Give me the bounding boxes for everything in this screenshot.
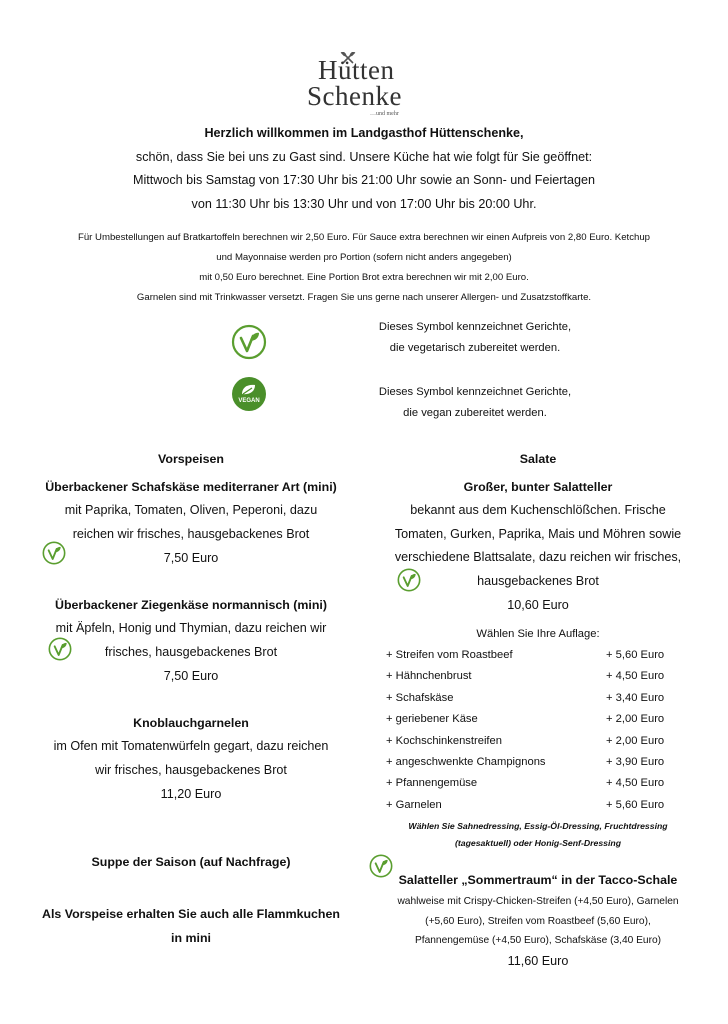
toppings-title: Wählen Sie Ihre Auflage: — [476, 628, 600, 640]
notes-line-2: und Mayonnaise werden pro Portion (sofern nicht anders angegeben) — [216, 252, 512, 263]
topping-price: + 5,60 Euro — [606, 649, 665, 661]
dish-title: Großer, bunter Salatteller — [463, 480, 613, 494]
dish-price: 7,50 Euro — [163, 551, 219, 565]
dish-description-line: mit Äpfeln, Honig und Thymian, dazu reichen wir — [55, 621, 327, 635]
dish-description-line: Pfannengemüse (+4,50 Euro), Schafskäse (3,40 Euro) — [414, 935, 662, 947]
topping-price: + 4,50 Euro — [606, 670, 665, 683]
legend-vegetarian-line-1: Dieses Symbol kennzeichnet Gerichte, — [378, 321, 572, 333]
dish-title: Überbackener Ziegenkäse normannisch (mini) — [55, 598, 327, 612]
vegetarian-icon — [231, 324, 267, 360]
legend-vegetarian — [330, 317, 620, 358]
logo-line-1: Hütten — [318, 55, 395, 85]
dish-title: Überbackener Schafskäse mediterraner Art (mini) — [45, 480, 337, 494]
dish-description-line: bekannt aus dem Kuchenschlößchen. Frische — [410, 503, 666, 517]
starters-heading: Vorspeisen — [158, 452, 224, 466]
topping-row — [386, 670, 686, 691]
notes-line-1: Für Umbestellungen auf Bratkartoffeln berechnen wir 2,50 Euro. Für Sauce extra berechnen wir einen Aufpreis von 2,80 Euro. Ketchup — [77, 232, 651, 243]
topping-price: + 4,50 Euro — [606, 777, 665, 790]
dish-description-line: reichen wir frisches, hausgebackenes Brot — [72, 526, 310, 541]
dressing-note — [378, 818, 698, 852]
dish-description — [378, 499, 698, 594]
flammkuchen-note-line: in mini — [171, 930, 211, 945]
topping-name: + Streifen vom Roastbeef — [386, 649, 513, 661]
legend-vegan-line-1: Dieses Symbol kennzeichnet Gerichte, — [378, 386, 572, 398]
logo-tagline: …und mehr — [370, 111, 399, 117]
topping-row — [386, 756, 686, 777]
dish-description-line: frisches, hausgebackenes Brot — [104, 644, 278, 659]
salads-heading: Salate — [519, 452, 557, 466]
intro — [0, 122, 728, 216]
topping-price: + 3,40 Euro — [606, 691, 665, 704]
topping-price: + 5,60 Euro — [606, 798, 665, 811]
dish-title: Knoblauchgarnelen — [133, 716, 249, 730]
legend-vegan — [330, 382, 620, 423]
dish-price: 7,50 Euro — [163, 669, 219, 683]
topping-name: + Hähnchenbrust — [386, 670, 472, 683]
flammkuchen-note-line: Als Vorspeise erhalten Sie auch alle Flammkuchen — [42, 907, 340, 921]
topping-price: + 2,00 Euro — [606, 713, 665, 726]
dish-price: 10,60 Euro — [507, 598, 569, 612]
topping-name: + Kochschinkenstreifen — [386, 734, 502, 747]
dish-description-line: hausgebackenes Brot — [477, 574, 599, 589]
topping-row — [386, 649, 686, 670]
notes — [0, 228, 728, 308]
vegetarian-icon — [397, 568, 421, 592]
dish-description-line: mit Paprika, Tomaten, Oliven, Peperoni, dazu — [64, 503, 318, 517]
topping-name: + Garnelen — [386, 798, 442, 811]
topping-row — [386, 713, 686, 734]
toppings-list — [386, 649, 686, 820]
dish-description-line: wir frisches, hausgebackenes Brot — [95, 762, 287, 777]
topping-name: + Pfannengemüse — [386, 777, 478, 790]
topping-name: + angeschwenkte Champignons — [386, 755, 546, 768]
intro-line-4: von 11:30 Uhr bis 13:30 Uhr und von 17:00 Uhr bis 20:00 Uhr. — [191, 196, 537, 211]
dish-price: 11,20 Euro — [160, 787, 222, 801]
dish-description-line: im Ofen mit Tomatenwürfeln gegart, dazu reichen — [53, 739, 329, 753]
dish-description-line: (+5,60 Euro), Streifen vom Roastbeef (5,60 Euro), — [425, 915, 651, 927]
dressing-note-line: Wählen Sie Sahnedressing, Essig-Öl-Dressing, Fruchtdressing — [408, 821, 668, 831]
dressing-note-line: (tagesaktuell) oder Honig-Senf-Dressing — [454, 838, 622, 848]
logo — [300, 52, 430, 120]
topping-price: + 2,00 Euro — [606, 734, 665, 747]
vegan-badge-label: VEGAN — [238, 398, 260, 404]
dish-description — [378, 892, 698, 951]
logo-line-2: Schenke — [307, 81, 402, 111]
legend-vegan-line-2: die vegan zubereitet werden. — [403, 406, 547, 419]
intro-line-1: Herzlich willkommen im Landgasthof Hüttenschenke, — [204, 126, 524, 140]
vegan-icon — [231, 376, 267, 412]
topping-row — [386, 735, 686, 756]
topping-name: + Schafskäse — [386, 691, 454, 704]
topping-name: + geriebener Käse — [386, 713, 478, 726]
dish-title: Salatteller „Sommertraum“ in der Tacco-Schale — [398, 873, 678, 887]
flammkuchen-note — [31, 903, 351, 950]
dish-description-line: Tomaten, Gurken, Paprika, Mais und Möhren sowie — [394, 526, 682, 541]
topping-price: + 3,90 Euro — [606, 755, 665, 768]
notes-line-4: Garnelen sind mit Trinkwasser versetzt. Fragen Sie uns gerne nach unserer Allergen- und Zusatzstoffkarte. — [136, 292, 592, 303]
vegetarian-icon — [42, 541, 66, 565]
dish-description — [31, 617, 351, 664]
topping-row — [386, 777, 686, 798]
dish-description — [31, 735, 351, 782]
legend-vegetarian-line-2: die vegetarisch zubereitet werden. — [389, 341, 561, 354]
dish-description-line: wahlweise mit Crispy-Chicken-Streifen (+4,50 Euro), Garnelen — [397, 896, 679, 907]
intro-line-2: schön, dass Sie bei uns zu Gast sind. Unsere Küche hat wie folgt für Sie geöffnet: — [135, 149, 593, 164]
dish-price: 11,60 Euro — [507, 954, 569, 968]
topping-row — [386, 692, 686, 713]
dish-description — [31, 499, 351, 546]
notes-line-3: mit 0,50 Euro berechnet. Eine Portion Brot extra berechnen wir mit 2,00 Euro. — [199, 272, 529, 283]
vegetarian-icon — [48, 637, 72, 661]
intro-line-3: Mittwoch bis Samstag von 17:30 Uhr bis 21:00 Uhr sowie an Sonn- und Feiertagen — [132, 173, 596, 187]
topping-row — [386, 799, 686, 820]
dish-description-line: verschiedene Blattsalate, dazu reichen wir frisches, — [394, 550, 682, 565]
soup-of-the-day: Suppe der Saison (auf Nachfrage) — [91, 855, 291, 869]
